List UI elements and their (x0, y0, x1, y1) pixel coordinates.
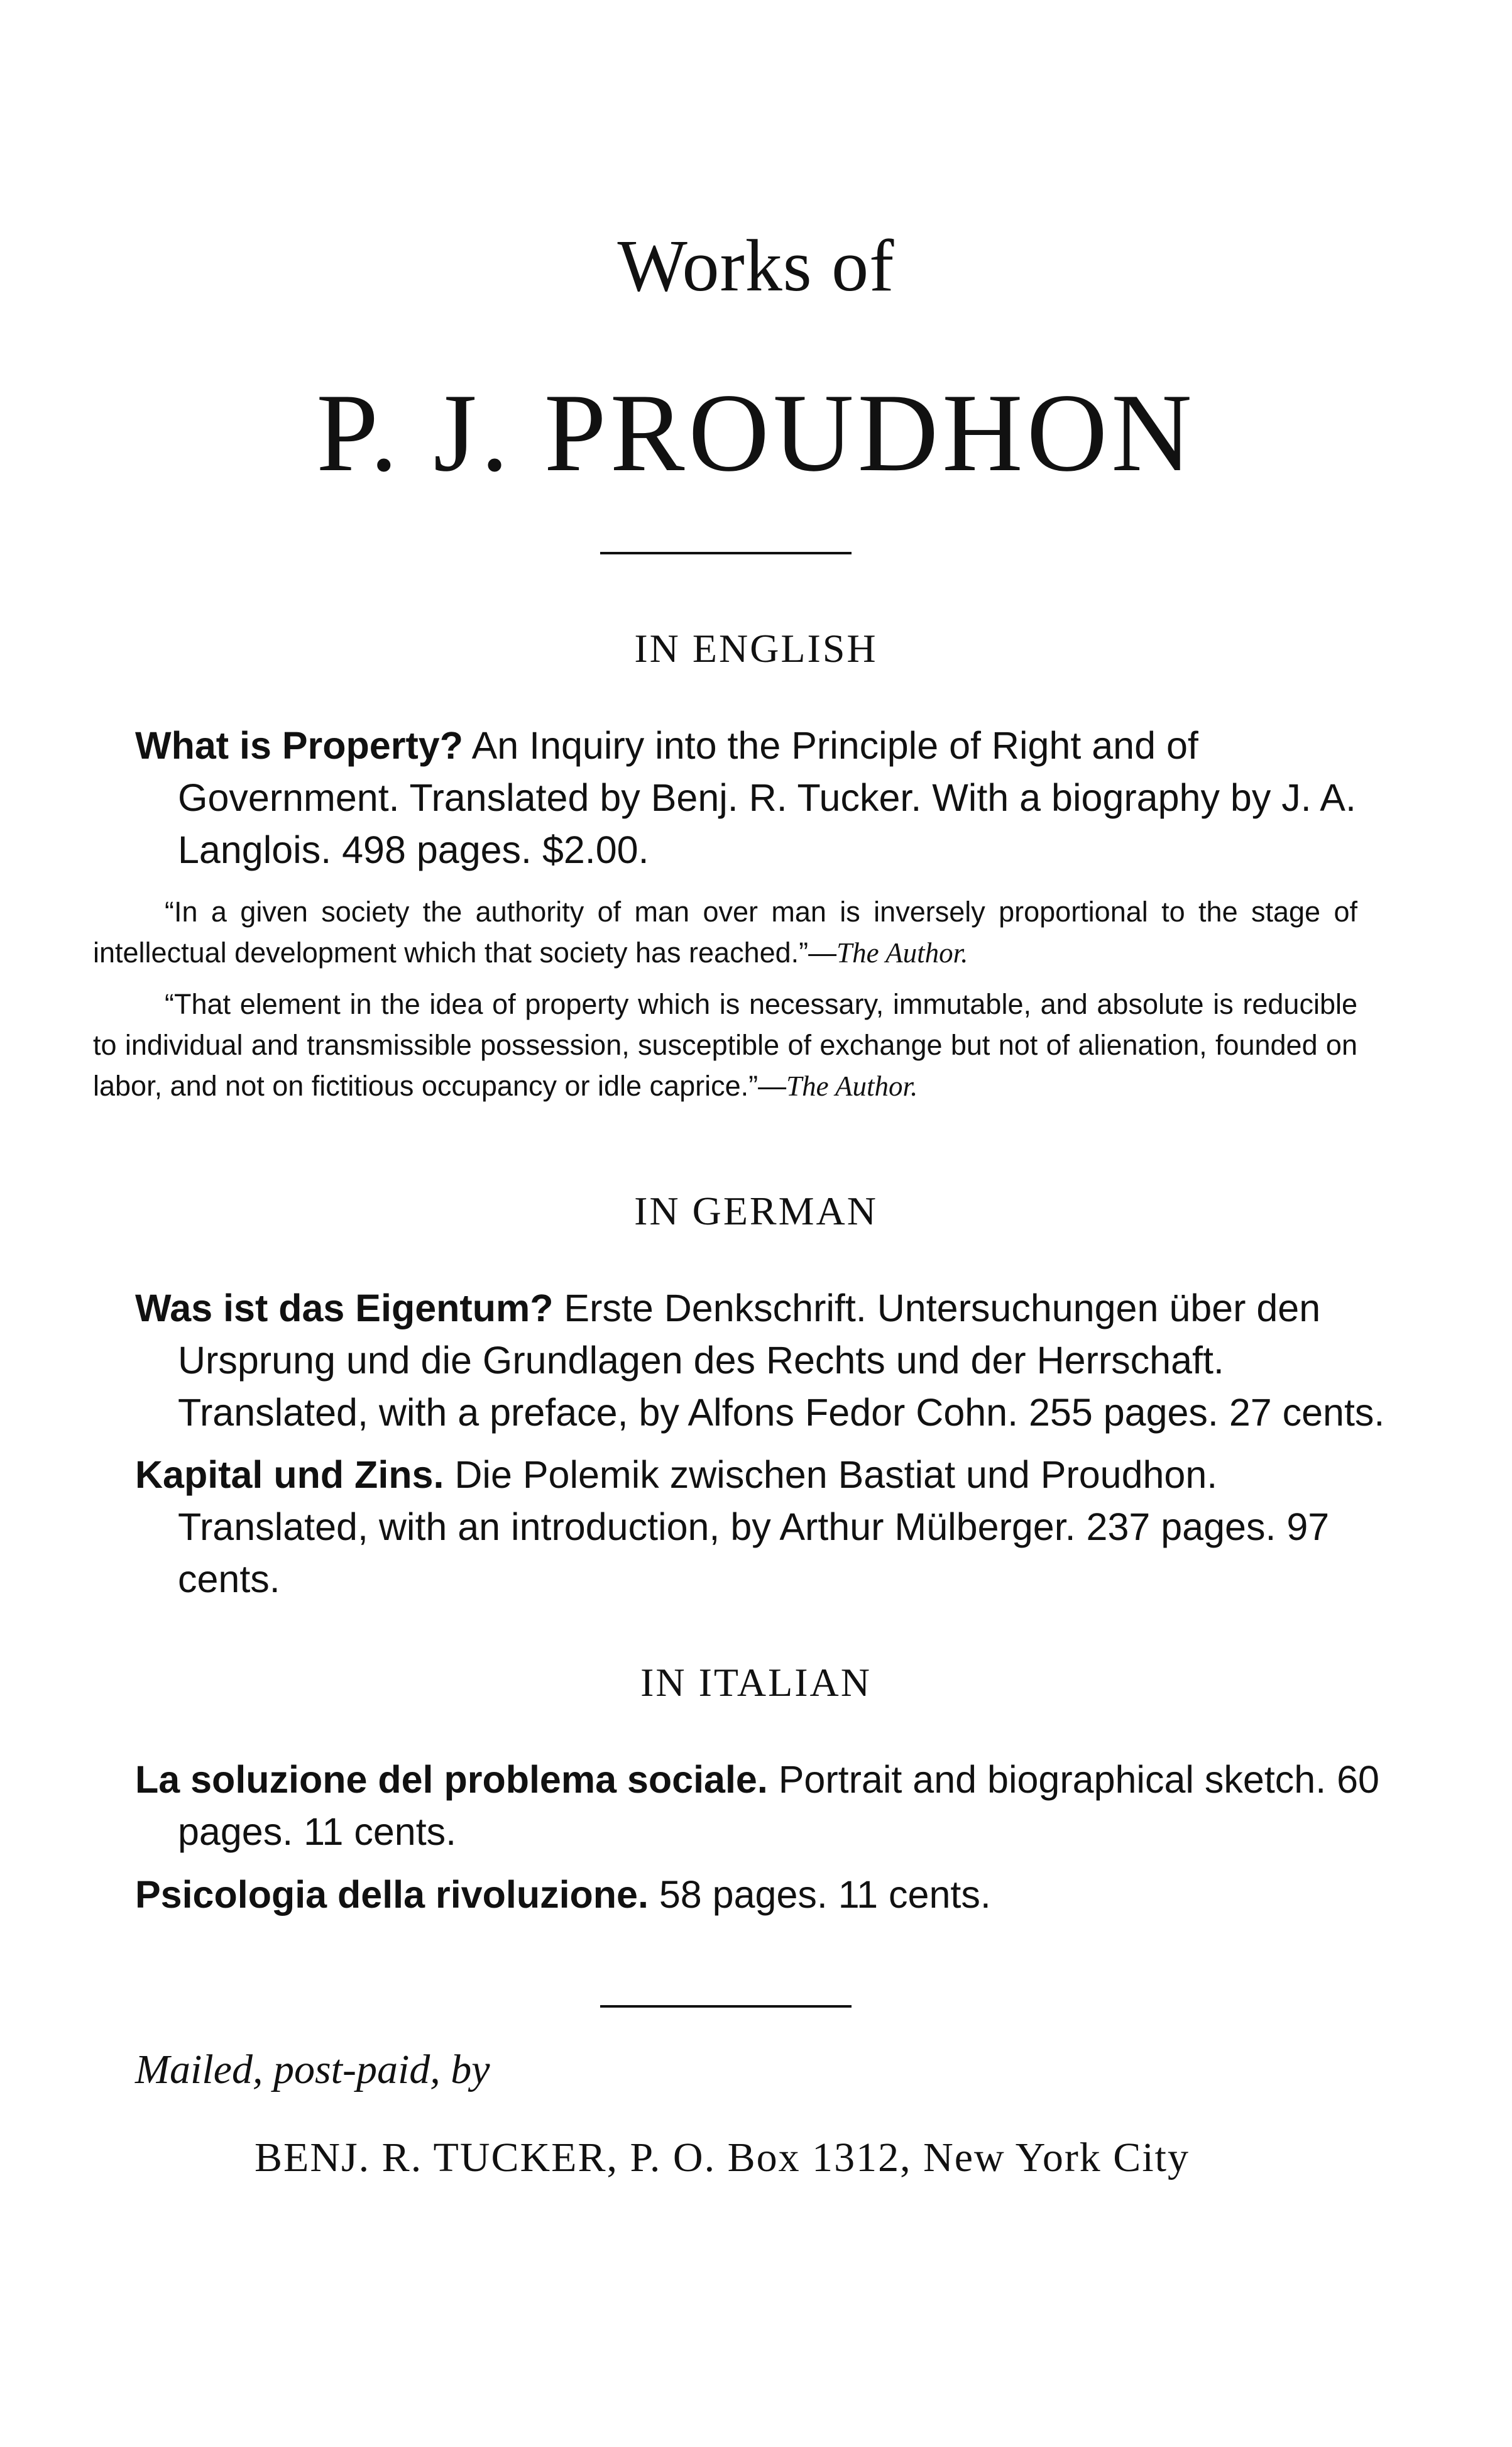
quote-text: “That element in the idea of property which is necessary, immutable, and absolute is reducible to individual and transmissible possession, susceptible of exchange but not of alienation, founded on labor, and not on fictitious occupancy or idle caprice.”— (93, 988, 1357, 1102)
book-title: What is Property? (135, 724, 463, 767)
book-description: 58 pages. 11 cents. (659, 1873, 991, 1916)
book-description: Die Polemik zwischen Bastiat und Proudhon. Translated, with an introduction, by Arthur Mülberger. 237 pages. 97 cents. (178, 1453, 1330, 1600)
quote-authority (93, 891, 1357, 974)
book-title: Was ist das Eigentum? (135, 1287, 554, 1329)
bottom-divider (600, 2005, 852, 2008)
book-entry-what-is-property (135, 720, 1400, 876)
works-of-heading: Works of (617, 224, 895, 307)
quote-attribution: The Author. (786, 1070, 918, 1102)
author-title: P. J. PROUDHON (316, 370, 1196, 495)
book-description: Erste Denkschrift. Untersuchungen über den Ursprung und die Grundlagen des Rechts und der Herrschaft. Translated, with a preface, by Alfons Fedor Cohn. 255 pages. 27 cents. (178, 1287, 1385, 1434)
book-title: La soluzione del problema sociale. (135, 1758, 768, 1801)
section-heading-italian: IN ITALIAN (640, 1660, 872, 1705)
quote-text: “In a given society the authority of man over man is inversely proportional to the stage of intellectual development which that society has reached.”— (93, 896, 1357, 969)
book-title: Psicologia della rivoluzione. (135, 1873, 649, 1916)
mailed-by-line: Mailed, post-paid, by (135, 2047, 490, 2092)
book-title: Kapital und Zins. (135, 1453, 444, 1496)
section-heading-english: IN ENGLISH (634, 626, 878, 671)
book-description: An Inquiry into the Principle of Right and of Government. Translated by Benj. R. Tucker. With a biography by J. A. Langlois. 498 pages. $2.00. (178, 724, 1356, 871)
book-entry-kapital-und-zins (135, 1449, 1400, 1605)
section-heading-german: IN GERMAN (634, 1189, 878, 1233)
top-divider (600, 552, 852, 554)
book-description: Portrait and biographical sketch. 60 pages. 11 cents. (178, 1758, 1379, 1853)
book-entry-la-soluzione (135, 1754, 1400, 1858)
book-entry-was-ist-das-eigentum (135, 1282, 1400, 1439)
quote-attribution: The Author. (836, 937, 968, 969)
book-entry-psicologia (135, 1869, 1400, 1921)
quote-property (93, 984, 1357, 1107)
publisher-address: BENJ. R. TUCKER, P. O. Box 1312, New York City (255, 2135, 1190, 2180)
